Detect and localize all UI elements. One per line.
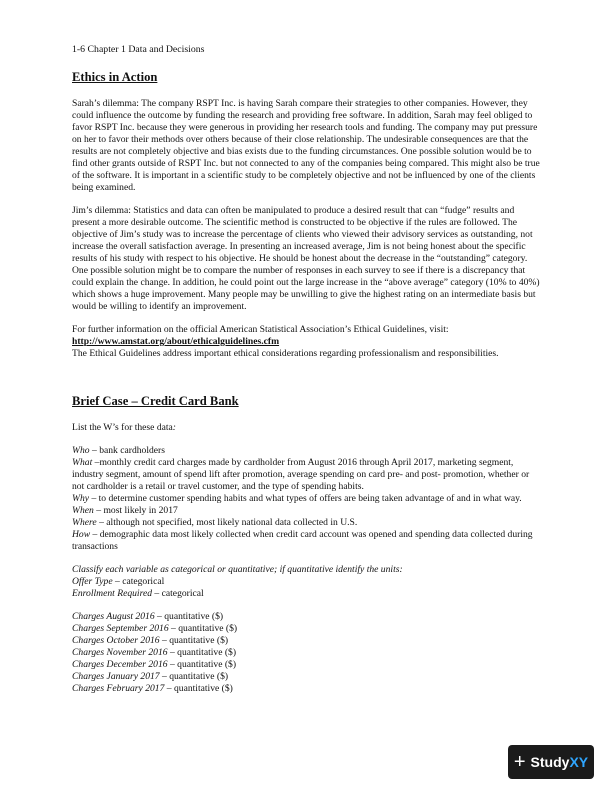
variable-item	[72, 659, 542, 671]
variable-item	[72, 635, 542, 647]
w-item	[72, 493, 542, 505]
variable-item-text: – quantitative ($)	[167, 647, 237, 658]
w-item-key: How	[72, 529, 91, 540]
variable-item-key: Charges August 2016	[72, 611, 155, 622]
variable-item-key: Charges February 2017	[72, 683, 165, 694]
w-item-text: – most likely in 2017	[93, 505, 178, 516]
w-item	[72, 505, 542, 517]
variable-item-text: – quantitative ($)	[164, 683, 233, 694]
variable-item-key: Offer Type	[72, 576, 113, 587]
variable-item-key: Charges October 2016	[72, 635, 160, 646]
plus-icon: +	[513, 751, 526, 773]
guidelines-note: The Ethical Guidelines address important ethical considerations regarding professionalism and responsibilities.	[72, 348, 499, 359]
w-item	[72, 457, 542, 493]
page-header: 1-6 Chapter 1 Data and Decisions	[72, 44, 205, 55]
variable-item-text: – categorical	[112, 576, 165, 587]
guidelines-link[interactable]: http://www.amstat.org/about/ethicalguidelines.cfm	[72, 336, 280, 347]
brief-case-heading: Brief Case – Credit Card Bank	[72, 394, 239, 408]
w-item-text: – to determine customer spending habits and what types of offers are being taken advantage of and in what way.	[89, 493, 522, 504]
sarah-dilemma: Sarah’s dilemma: The company RSPT Inc. is having Sarah compare their strategies to other companies. However, they could influence the outcome by funding the research and providing free software. In addition, Sarah may feel obliged to favor RSPT Inc. because they were generous in providing her research tools and funding. The company may put pressure on her to favor their methods over others because of their close relationship. The undesirable consequences are that the results are not completely objective and bias exists due to the funding circumstances. One possible solution would be to find other grants outside of RSPT Inc. but not connected to any of the companies being compared. This might also be true of the software. It is important in a scientific study to be completely objective and not be influenced by one of the clients being examined.	[72, 98, 540, 193]
ethics-heading: Ethics in Action	[72, 70, 158, 84]
variable-item-key: Charges December 2016	[72, 659, 168, 670]
w-item	[72, 517, 542, 529]
variable-item	[72, 683, 542, 695]
w-item-key: When	[72, 505, 94, 516]
w-item	[72, 529, 542, 553]
further-info: For further information on the official American Statistical Association’s Ethical Guidelines, visit:	[72, 324, 449, 335]
w-item-key: Where	[72, 517, 97, 528]
variable-item-key: Enrollment Required	[72, 588, 153, 599]
variable-item	[72, 623, 542, 635]
w-item-text: – although not specified, most likely national data collected in U.S.	[96, 517, 358, 528]
variable-item	[72, 576, 542, 588]
w-item-text: – bank cardholders	[89, 445, 165, 456]
variable-item	[72, 647, 542, 659]
jim-solution: One possible solution might be to compare the number of responses in each survey to see if there is a discrepancy that could explain the change. In addition, he could point out the large increase in the “above average” category (10% to 40%) which shows a huge improvement. Many people may be unwilling to give the highest rating on an intermediate basis but would be willing to identify an improvement.	[72, 265, 540, 312]
jim-dilemma: Jim’s dilemma: Statistics and data can often be manipulated to produce a desired result that can “fudge” results and present a more desirable outcome. The scientific method is constructed to be objective if the rules are followed. The objective of Jim’s study was to increase the percentage of clients who viewed their advisory services as outstanding, not increase the overall satisfaction average. In presenting an increased average, Jim is not being honest about the specific results of his study with respect to his objective. He should be honest about the decrease in the “outstanding” category.	[72, 205, 533, 264]
w-item	[72, 445, 542, 457]
variable-item-text: – categorical	[152, 588, 204, 599]
variable-item-key: Charges September 2016	[72, 623, 169, 634]
w-item-key: Why	[72, 493, 90, 504]
variable-item-key: Charges January 2017	[72, 671, 160, 682]
studyxy-logo: + Study XY	[508, 745, 594, 779]
variable-list	[72, 576, 542, 600]
classify-instruction: Classify each variable as categorical or quantitative; if quantitative identify the units:	[72, 564, 403, 575]
variable-item	[72, 611, 542, 623]
ws-intro: List the W’s for these data:	[72, 422, 176, 433]
variable-item-text: – quantitative ($)	[167, 659, 237, 670]
w-item-text: –monthly credit card charges made by cardholder from August 2016 through April 2017, marketing segment, industry segment, amount of spend lift after promotion, average spending on card pre- and post- promotion, whether or not cardholder is a retail or travel customer, and the type of spending habits.	[72, 457, 530, 492]
charges-variable-list	[72, 611, 542, 695]
variable-item	[72, 588, 542, 600]
ws-list	[72, 445, 542, 553]
w-item-key: What	[72, 457, 93, 468]
w-item-key: Who	[72, 445, 90, 456]
variable-item-text: – quantitative ($)	[154, 611, 224, 622]
variable-item-text: – quantitative ($)	[159, 671, 229, 682]
document-page	[72, 44, 542, 695]
variable-item-text: – quantitative ($)	[159, 635, 229, 646]
variable-item-key: Charges November 2016	[72, 647, 168, 658]
w-item-text: – demographic data most likely collected when credit card account was opened and spending data collected during transactions	[72, 529, 533, 552]
variable-item	[72, 671, 542, 683]
variable-item-text: – quantitative ($)	[168, 623, 238, 634]
